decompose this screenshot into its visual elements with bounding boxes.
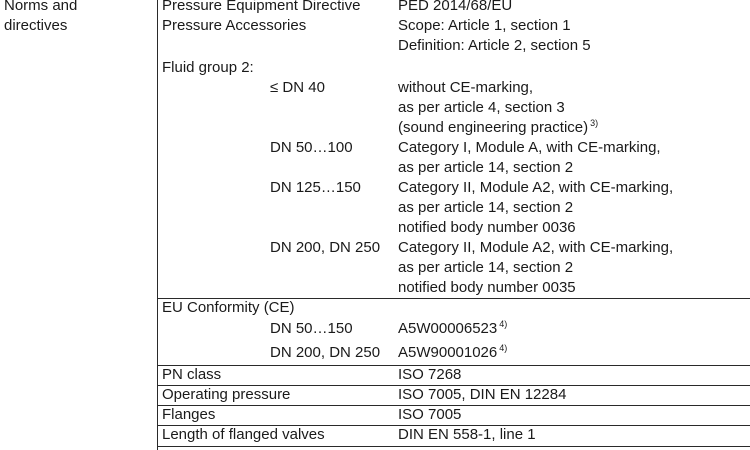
eu-dn-50-150: DN 50…150 (270, 320, 353, 337)
footnote-marker: 4) (499, 319, 508, 329)
norms-label-line-1: Norms and (4, 0, 78, 14)
eu-conformity-label: EU Conformity (CE) (162, 299, 295, 316)
footnote-marker: 4) (499, 343, 508, 353)
ped-value: PED 2014/68/EU (398, 0, 513, 14)
flanged-valve-length-value: DIN EN 558-1, line 1 (398, 426, 536, 443)
flanged-valve-length-label: Length of flanged valves (162, 426, 325, 443)
norms-label-line-2: directives (4, 17, 68, 34)
ped-label: Pressure Equipment Directive (162, 0, 361, 14)
flanges-label: Flanges (162, 406, 216, 423)
fluid-dn-50-100-line-1: Category I, Module A, with CE-marking, (398, 139, 661, 156)
fluid-dn-50-100-line-2: as per article 14, section 2 (398, 159, 574, 176)
fluid-dn-125-150: DN 125…150 (270, 179, 361, 196)
fluid-dn-200-250-line-2: as per article 14, section 2 (398, 259, 574, 276)
fluid-dn-40-line-3: (sound engineering practice) $^{3)}$ (398, 118, 599, 136)
eu-dn-200-250: DN 200, DN 250 (270, 344, 381, 361)
pn-class-value: ISO 7268 (398, 366, 462, 383)
eu-dn-50-150-value: A5W00006523 $^{4)}$ (398, 319, 508, 337)
footnote-marker: 3) (590, 118, 599, 128)
ped-scope: Scope: Article 1, section 1 (398, 17, 571, 34)
ped-definition: Definition: Article 2, section 5 (398, 37, 591, 54)
fluid-dn-40: ≤ DN 40 (270, 79, 325, 96)
eu-dn-200-250-value: A5W90001026 $^{4)}$ (398, 343, 508, 361)
flanges-value: ISO 7005 (398, 406, 462, 423)
table-bottom-border (157, 446, 750, 447)
operating-pressure-label: Operating pressure (162, 386, 291, 403)
fluid-dn-125-150-line-2: as per article 14, section 2 (398, 199, 574, 216)
fluid-dn-200-250: DN 200, DN 250 (270, 239, 381, 256)
fluid-dn-200-250-line-3: notified body number 0035 (398, 279, 576, 296)
pn-class-label: PN class (162, 366, 222, 383)
operating-pressure-value: ISO 7005, DIN EN 12284 (398, 386, 567, 403)
fluid-group-label: Fluid group 2: (162, 59, 254, 76)
fluid-dn-40-line-1: without CE-marking, (398, 79, 534, 96)
fluid-dn-50-100: DN 50…100 (270, 139, 353, 156)
fluid-dn-125-150-line-1: Category II, Module A2, with CE-marking, (398, 179, 674, 196)
ped-accessories-label: Pressure Accessories (162, 17, 307, 34)
fluid-dn-125-150-line-3: notified body number 0036 (398, 219, 576, 236)
column-divider (157, 0, 158, 450)
fluid-dn-40-line-2: as per article 4, section 3 (398, 99, 565, 116)
fluid-dn-200-250-line-1: Category II, Module A2, with CE-marking, (398, 239, 674, 256)
